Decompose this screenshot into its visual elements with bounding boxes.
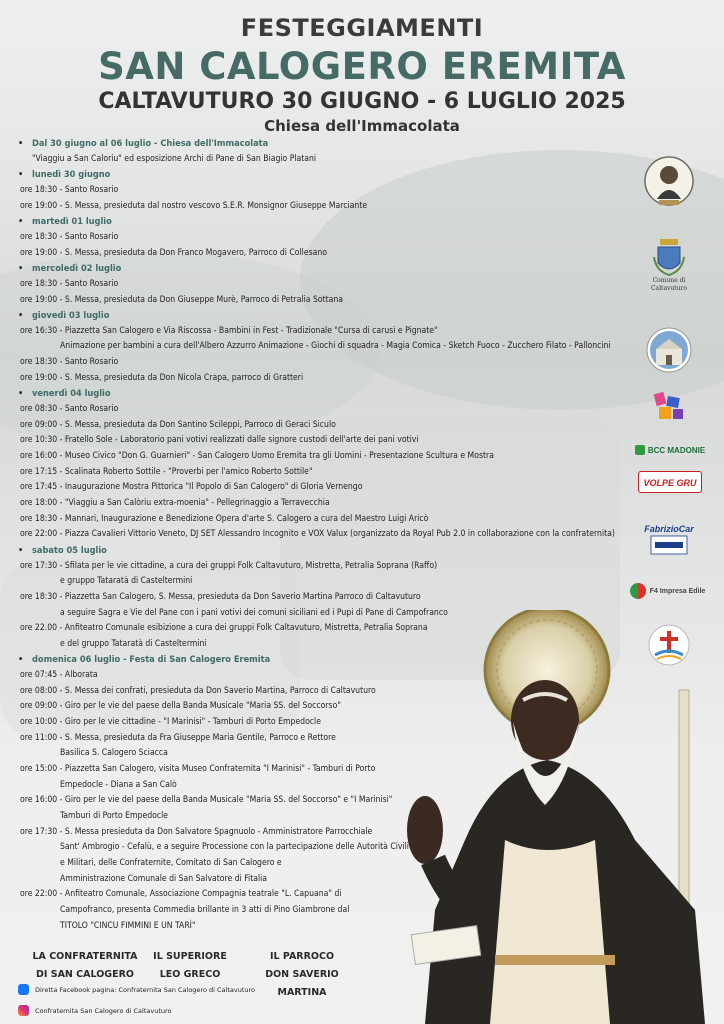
bcc-label: BCC MADONIE (647, 445, 706, 455)
program-day-header (20, 310, 109, 321)
program-entry (20, 561, 437, 571)
volpe-label: VOLPE GRU (643, 478, 697, 488)
program-text: ore 18:30 - Santo Rosario (20, 278, 119, 289)
program-text: lunedì 30 giugno (32, 169, 111, 181)
program-text: ore 18:30 - Piazzetta San Calogero, S. Messa, presieduta da Don Saverio Martina Parroco di Caltavuturo (20, 591, 421, 602)
church-photo-logo (640, 325, 698, 375)
program-text: "Viaggiu a San Caloriu" ed esposizione Archi di Pane di San Biagio Platani (32, 153, 317, 164)
program-text: ore 09:00 - S. Messa, presieduta da Don Santino Scileppi, Parroco di Geraci Siculo (20, 419, 336, 430)
saint-statue-image (395, 610, 724, 1024)
program-text: domenica 06 luglio - Festa di San Calogero Eremita (32, 654, 271, 666)
instagram-icon (18, 1005, 29, 1016)
background-houses (0, 560, 300, 740)
program-entry (20, 842, 409, 852)
program-text: ore 08:00 - S. Messa dei confrati, presieduta da Don Saverio Martina, Parroco di Caltavuturo (20, 685, 376, 696)
program-entry (20, 811, 168, 821)
program-entry (20, 498, 330, 508)
program-entry (20, 404, 118, 414)
instagram-row (18, 1005, 172, 1016)
program-entry (20, 592, 421, 602)
program-entry (20, 827, 372, 837)
program-day-header (20, 138, 268, 149)
program-text: martedì 01 luglio (32, 216, 112, 228)
program-entry (20, 232, 118, 242)
program-text: Sant' Ambrogio - Cefalù, e a seguire Processione con la partecipazione delle Autorità Civili (60, 842, 409, 853)
confraternita-logo (640, 150, 698, 212)
program-text: Animazione per bambini a cura dell'Albero Azzurro Animazione - Giochi di squadra - Magia Comica - Sketch Fuoco - Zucchero Filato - Palloncini (60, 341, 611, 352)
program-day-header (20, 545, 107, 556)
volpe-gru-logo (628, 472, 712, 492)
program-entry (20, 921, 196, 931)
program-entry (20, 795, 392, 805)
signature-name: DI SAN CALOGERO (36, 969, 134, 980)
comune-label: Comune di Caltavuturo (650, 277, 688, 292)
program-entry (20, 639, 207, 649)
program-entry (20, 248, 327, 258)
program-text: ore 18:00 - "Viaggiu a San Calòriu extra-moenia" - Pellegrinaggio a Terravecchia (20, 497, 330, 508)
program-text: Dal 30 giugno al 06 luglio - Chiesa dell'Immacolata (32, 138, 269, 149)
program-text: mercoledì 02 luglio (32, 263, 122, 275)
signature-role: IL PARROCO (269, 951, 335, 962)
program-text: ore 18:30 - Santo Rosario (20, 184, 119, 195)
program-entry (20, 435, 419, 445)
program-text: Amministrazione Comunale di San Salvatore di Fitalia (60, 873, 268, 884)
program-entry (20, 357, 118, 367)
coat-of-arms-icon (652, 237, 686, 277)
program-text: ore 16:00 - Giro per le vie del paese della Banda Musicale "Maria SS. del Soccorso" e "I Marinisi" (20, 795, 393, 806)
signature-parroco (248, 948, 356, 1002)
signature-name: DON SAVERIO MARTINA (265, 969, 339, 998)
program-entry (20, 529, 615, 539)
program-entry (20, 185, 118, 195)
program-entry (20, 874, 267, 884)
program-text: ore 19:00 - S. Messa, presieduta da Don Giuseppe Murè, Parroco di Petralia Sottana (20, 294, 344, 305)
fabrizio-car-logo (640, 514, 698, 566)
title-dates: CALTAVUTURO 30 GIUGNO - 6 LUGLIO 2025 (98, 89, 626, 114)
facebook-row (18, 984, 255, 995)
program-text: giovedì 03 luglio (32, 310, 110, 322)
program-text: Empedocle - Diana a San Calò (60, 779, 177, 790)
program-text: ore 16:30 - Piazzetta San Calogero e Via Riscossa - Bambini in Fest - Tradizionale "Cursa di carusi e Pignate" (20, 325, 438, 336)
program-entry (20, 451, 494, 461)
program-text: ore 18:30 - Santo Rosario (20, 357, 119, 368)
program-entry (20, 279, 118, 289)
comune-logo (640, 230, 698, 300)
bcc-madonie-logo (630, 442, 710, 458)
program-entry (20, 717, 321, 727)
program-entry (20, 686, 376, 696)
program-text: ore 08:30 - Santo Rosario (20, 404, 119, 415)
signature-superiore (150, 948, 230, 984)
program-entry (20, 780, 177, 790)
program-entry (20, 467, 313, 477)
facebook-icon (18, 984, 29, 995)
signature-confraternita (30, 948, 140, 984)
program-entry (20, 905, 349, 915)
program-entry (20, 482, 362, 492)
program-entry (20, 670, 98, 680)
program-text: ore 15:00 - Piazzetta San Calogero, visita Museo Confraternita "I Marinisi" - Tamburi di Porto (20, 764, 376, 774)
program-entry (20, 420, 336, 430)
program-text: ore 17:15 - Scalinata Roberto Sottile - "Proverbi per l'amico Roberto Sottile" (20, 466, 313, 477)
signature-role: LA CONFRATERNITA (32, 951, 138, 962)
program-text: e del gruppo Tataratà di Casteltermini (60, 638, 207, 649)
program-text: Tamburi di Porto Empedocle (60, 810, 169, 821)
program-day-header (20, 169, 110, 180)
f4-icon (629, 582, 647, 600)
program-text: ore 16:00 - Museo Civico "Don G. Guarnieri" - San Calogero Uomo Eremita tra gli Uomini - Presentazione Scultura e Mostra (20, 451, 494, 461)
program-text: ore 22:00 - Anfiteatro Comunale, Associazione Compagnia teatrale "L. Capuana" di (20, 889, 342, 900)
program-text: ore 17:30 - Sfilata per le vie cittadine, a cura dei gruppi Folk Caltavuturo, Mistretta, Petralia Soprana (Raffo) (20, 560, 438, 571)
program-text: Campofranco, presenta Commedia brillante in 3 atti di Pino Giambrone dal (60, 904, 350, 915)
signature-role: IL SUPERIORE (153, 951, 227, 962)
program-text: sabato 05 luglio (32, 544, 107, 556)
program-entry (20, 858, 282, 868)
program-text: ore 11:00 - S. Messa, presieduta da Fra Giuseppe Maria Gentile, Parroco e Rettore (20, 732, 336, 743)
program-entry (20, 764, 375, 774)
bcc-icon (635, 445, 645, 455)
program-text: ore 18:30 - Mannari, Inaugurazione e Benedizione Opera d'arte S. Calogero a cura del Maestro Luigi Aricò (20, 513, 429, 524)
program-entry (20, 608, 448, 618)
program-text: ore 22:00 - Piazza Cavalieri Vittorio Veneto, DJ SET Alessandro Incognito e VOX Valux (organizzato da Royal Pub 2.0 in collaborazione con la confraternita) (20, 529, 615, 540)
f4-impresa-logo (622, 580, 712, 602)
program-text: ore 17:30 - S. Messa presieduta da Don Salvatore Spagnuolo - Amministratore Parrocchiale (20, 826, 373, 837)
program-text: Basilica S. Calogero Sciacca (60, 748, 168, 759)
program-text: ore 19:00 - S. Messa, presieduta dal nostro vescovo S.E.R. Monsignor Giuseppe Marciante (20, 200, 368, 211)
program-entry (20, 154, 316, 164)
program-text: ore 19:00 - S. Messa, presieduta da Don Nicola Crapa, parroco di Gratteri (20, 372, 304, 383)
title-festeggiamenti: FESTEGGIAMENTI (240, 14, 484, 42)
program-text: ore 09:00 - Giro per le vie del paese della Banda Musicale "Maria SS. del Soccorso" (20, 701, 341, 712)
program-text: ore 07:45 - Alborata (20, 670, 98, 681)
program-entry (20, 748, 168, 758)
program-entry (20, 201, 367, 211)
program-entry (20, 373, 303, 383)
program-day-header (20, 654, 270, 665)
f4-label: F4 Impresa Edile (649, 587, 706, 595)
program-entry (20, 326, 438, 336)
program-text: ore 19:00 - S. Messa, presieduta da Don Franco Mogavero, Parroco di Collesano (20, 247, 327, 258)
program-text: a seguire Sagra e Vie del Pane con i pani votivi dei comuni siciliani ed i Pupi di Pane di Campofranco (60, 607, 448, 618)
program-entry (20, 701, 341, 711)
program-entry (20, 889, 341, 899)
program-text: e Militari, delle Confraternite, Comitato di San Calogero e (60, 857, 282, 868)
title-saint: SAN CALOGERO EREMITA (98, 45, 626, 88)
title-church: Chiesa dell'Immacolata (264, 117, 460, 135)
program-entry (20, 733, 336, 743)
program-entry (20, 576, 192, 586)
program-entry (20, 341, 611, 351)
program-text: ore 17:45 - Inaugurazione Mostra Pittorica "Il Popolo di San Calogero" di Gloria Vernengo (20, 482, 363, 493)
program-text: ore 10:30 - Fratello Sole - Laboratorio pani votivi realizzati dalle signore custodi dell'arte dei pani votivi (20, 435, 419, 446)
colorful-logo (640, 388, 698, 428)
program-entry (20, 623, 428, 633)
program-day-header (20, 216, 112, 227)
program-day-header (20, 263, 121, 274)
signature-name: LEO GRECO (159, 969, 221, 980)
program-day-header (20, 388, 111, 399)
program-text: ore 10:00 - Giro per le vie cittadine - "I Marinisi" - Tamburi di Porto Empedocle (20, 717, 321, 728)
program-text: ore 18:30 - Santo Rosario (20, 231, 119, 242)
program-text: e gruppo Tataratà di Casteltermini (60, 576, 193, 587)
car-icon (649, 534, 689, 556)
program-text: ore 22.00 - Anfiteatro Comunale esibizione a cura dei gruppi Folk Caltavuturo, Mistretta, Petralia Soprana (20, 623, 428, 634)
program-entry (20, 514, 428, 524)
program-entry (20, 295, 343, 305)
instagram-text: Confraternita San Calogero di Caltavuturo (35, 1006, 172, 1015)
fabrizio-label: FabrizioCar (644, 524, 694, 534)
facebook-text: Diretta Facebook pagina: Confraternita San Calogero di Caltavuturo (35, 985, 255, 994)
program-text: TITOLO "CINCU FIMMINI E UN TARÌ" (60, 920, 196, 931)
program-text: venerdì 04 luglio (32, 388, 111, 400)
